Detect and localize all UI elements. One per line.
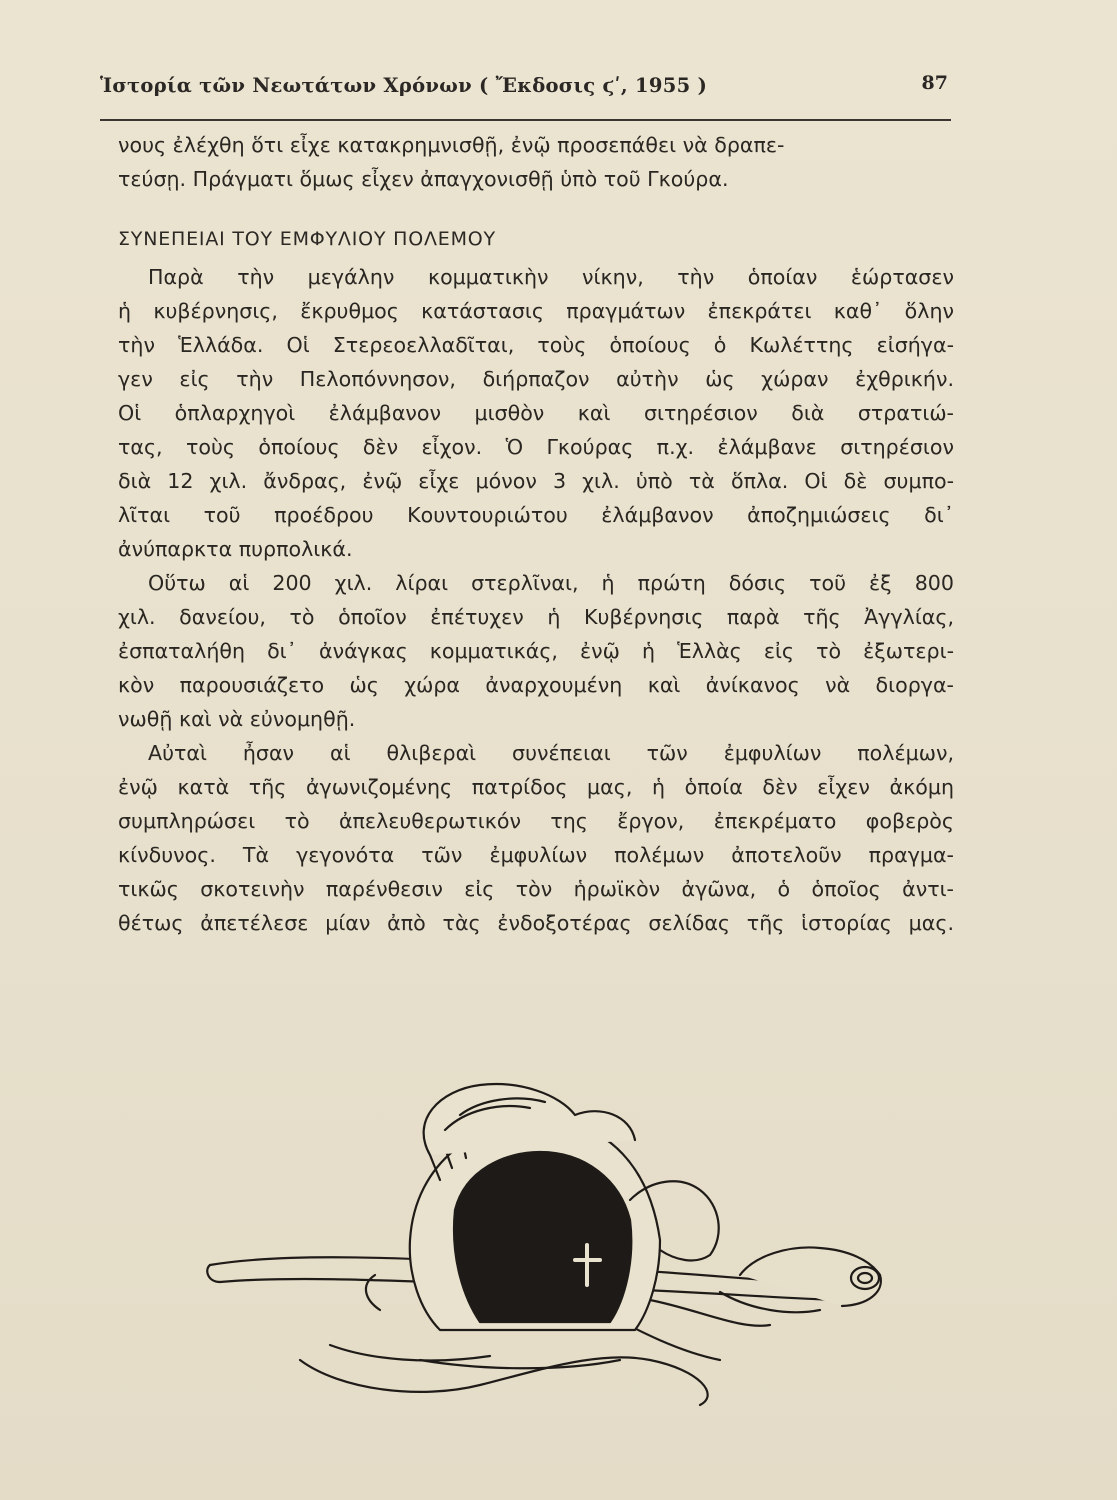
- text-line: τεύσῃ. Πράγματι ὅμως εἶχεν ἀπαγχονισθῇ ὑπὸ τοῦ Γκούρα.: [118, 167, 729, 191]
- helmet-and-sword-vignette-icon: [180, 1060, 900, 1420]
- section-heading: ΣΥΝΕΠΕΙΑΙ ΤΟΥ ΕΜΦΥΛΙΟΥ ΠΟΛΕΜΟΥ: [118, 228, 496, 250]
- text-line: Παρὰ τὴν μεγάλην κομματικὴν νίκην, τὴν ὁποίαν ἑώρτασεν: [148, 265, 954, 289]
- text-line: τὴν Ἑλλάδα. Οἱ Στερεοελλαδῖται, τοὺς ὁποίους ὁ Κωλέττης εἰσήγα-: [118, 333, 954, 357]
- text-line: ἀνύπαρκτα πυρπολικά.: [118, 537, 353, 561]
- text-line: λῖται τοῦ προέδρου Κουντουριώτου ἐλάμβανον ἀποζημιώσεις δι᾽: [118, 503, 954, 527]
- paragraph-1: [118, 260, 954, 566]
- text-line: γεν εἰς τὴν Πελοπόννησον, διήρπαζον αὐτὴν ὡς χώραν ἐχθρικήν.: [118, 367, 954, 391]
- continued-paragraph: [118, 128, 954, 196]
- text-line: ἐσπαταλήθη δι᾽ ἀνάγκας κομματικάς, ἐνῷ ἡ Ἑλλὰς εἰς τὸ ἐξωτερι-: [118, 639, 954, 663]
- text-line: Οἱ ὁπλαρχηγοὶ ἐλάμβανον μισθὸν καὶ σιτηρέσιον διὰ στρατιώ-: [118, 401, 954, 425]
- text-line: Αὐταὶ ἦσαν αἱ θλιβεραὶ συνέπειαι τῶν ἐμφυλίων πολέμων,: [148, 741, 954, 765]
- text-line: τικῶς σκοτεινὴν παρένθεσιν εἰς τὸν ἡρωϊκὸν ἀγῶνα, ὁ ὁποῖος ἀντι-: [118, 877, 954, 901]
- text-line: θέτως ἀπετέλεσε μίαν ἀπὸ τὰς ἐνδοξοτέρας σελίδας τῆς ἱστορίας μας.: [118, 911, 954, 935]
- text-line: συμπληρώσει τὸ ἀπελευθερωτικόν της ἔργον, ἐπεκρέματο φοβερὸς: [118, 809, 954, 833]
- body-text: [118, 128, 954, 940]
- text-line: κίνδυνος. Τὰ γεγονότα τῶν ἐμφυλίων πολέμων ἀποτελοῦν πραγμα-: [118, 843, 954, 867]
- text-line: τας, τοὺς ὁποίους δὲν εἶχον. Ὁ Γκούρας π.χ. ἐλάμβανε σιτηρέσιον: [118, 435, 954, 459]
- paragraph-2: [118, 566, 954, 736]
- text-line: νους ἐλέχθη ὅτι εἶχε κατακρημνισθῇ, ἐνῷ προσεπάθει νὰ δραπε-: [118, 133, 785, 157]
- text-line: κὸν παρουσιάζετο ὡς χώρα ἀναρχουμένη καὶ ἀνίκανος νὰ διοργα-: [118, 673, 954, 697]
- paragraph-3: [118, 736, 954, 940]
- running-title: Ἱστορία τῶν Νεωτάτων Χρόνων ( Ἔκδοσις ϛʹ, 1955 ): [100, 74, 708, 97]
- text-line: χιλ. δανείου, τὸ ὁποῖον ἐπέτυχεν ἡ Κυβέρνησις παρὰ τῆς Ἀγγλίας,: [118, 605, 954, 629]
- text-line: νωθῇ καὶ νὰ εὐνομηθῇ.: [118, 707, 356, 731]
- text-line: διὰ 12 χιλ. ἄνδρας, ἐνῷ εἶχε μόνον 3 χιλ. ὑπὸ τὰ ὅπλα. Οἱ δὲ συμπο-: [118, 469, 954, 493]
- page-header: [100, 72, 950, 108]
- text-line: ἡ κυβέρνησις, ἔκρυθμος κατάστασις πραγμάτων ἐπεκράτει καθ᾽ ὅλην: [118, 299, 954, 323]
- text-line: ἐνῷ κατὰ τῆς ἀγωνιζομένης πατρίδος μας, ἡ ὁποία δὲν εἶχεν ἀκόμη: [118, 775, 954, 799]
- page-number: 87: [921, 72, 948, 94]
- header-rule: [100, 119, 951, 121]
- text-line: Οὕτω αἱ 200 χιλ. λίραι στερλῖναι, ἡ πρώτη δόσις τοῦ ἐξ 800: [148, 571, 954, 595]
